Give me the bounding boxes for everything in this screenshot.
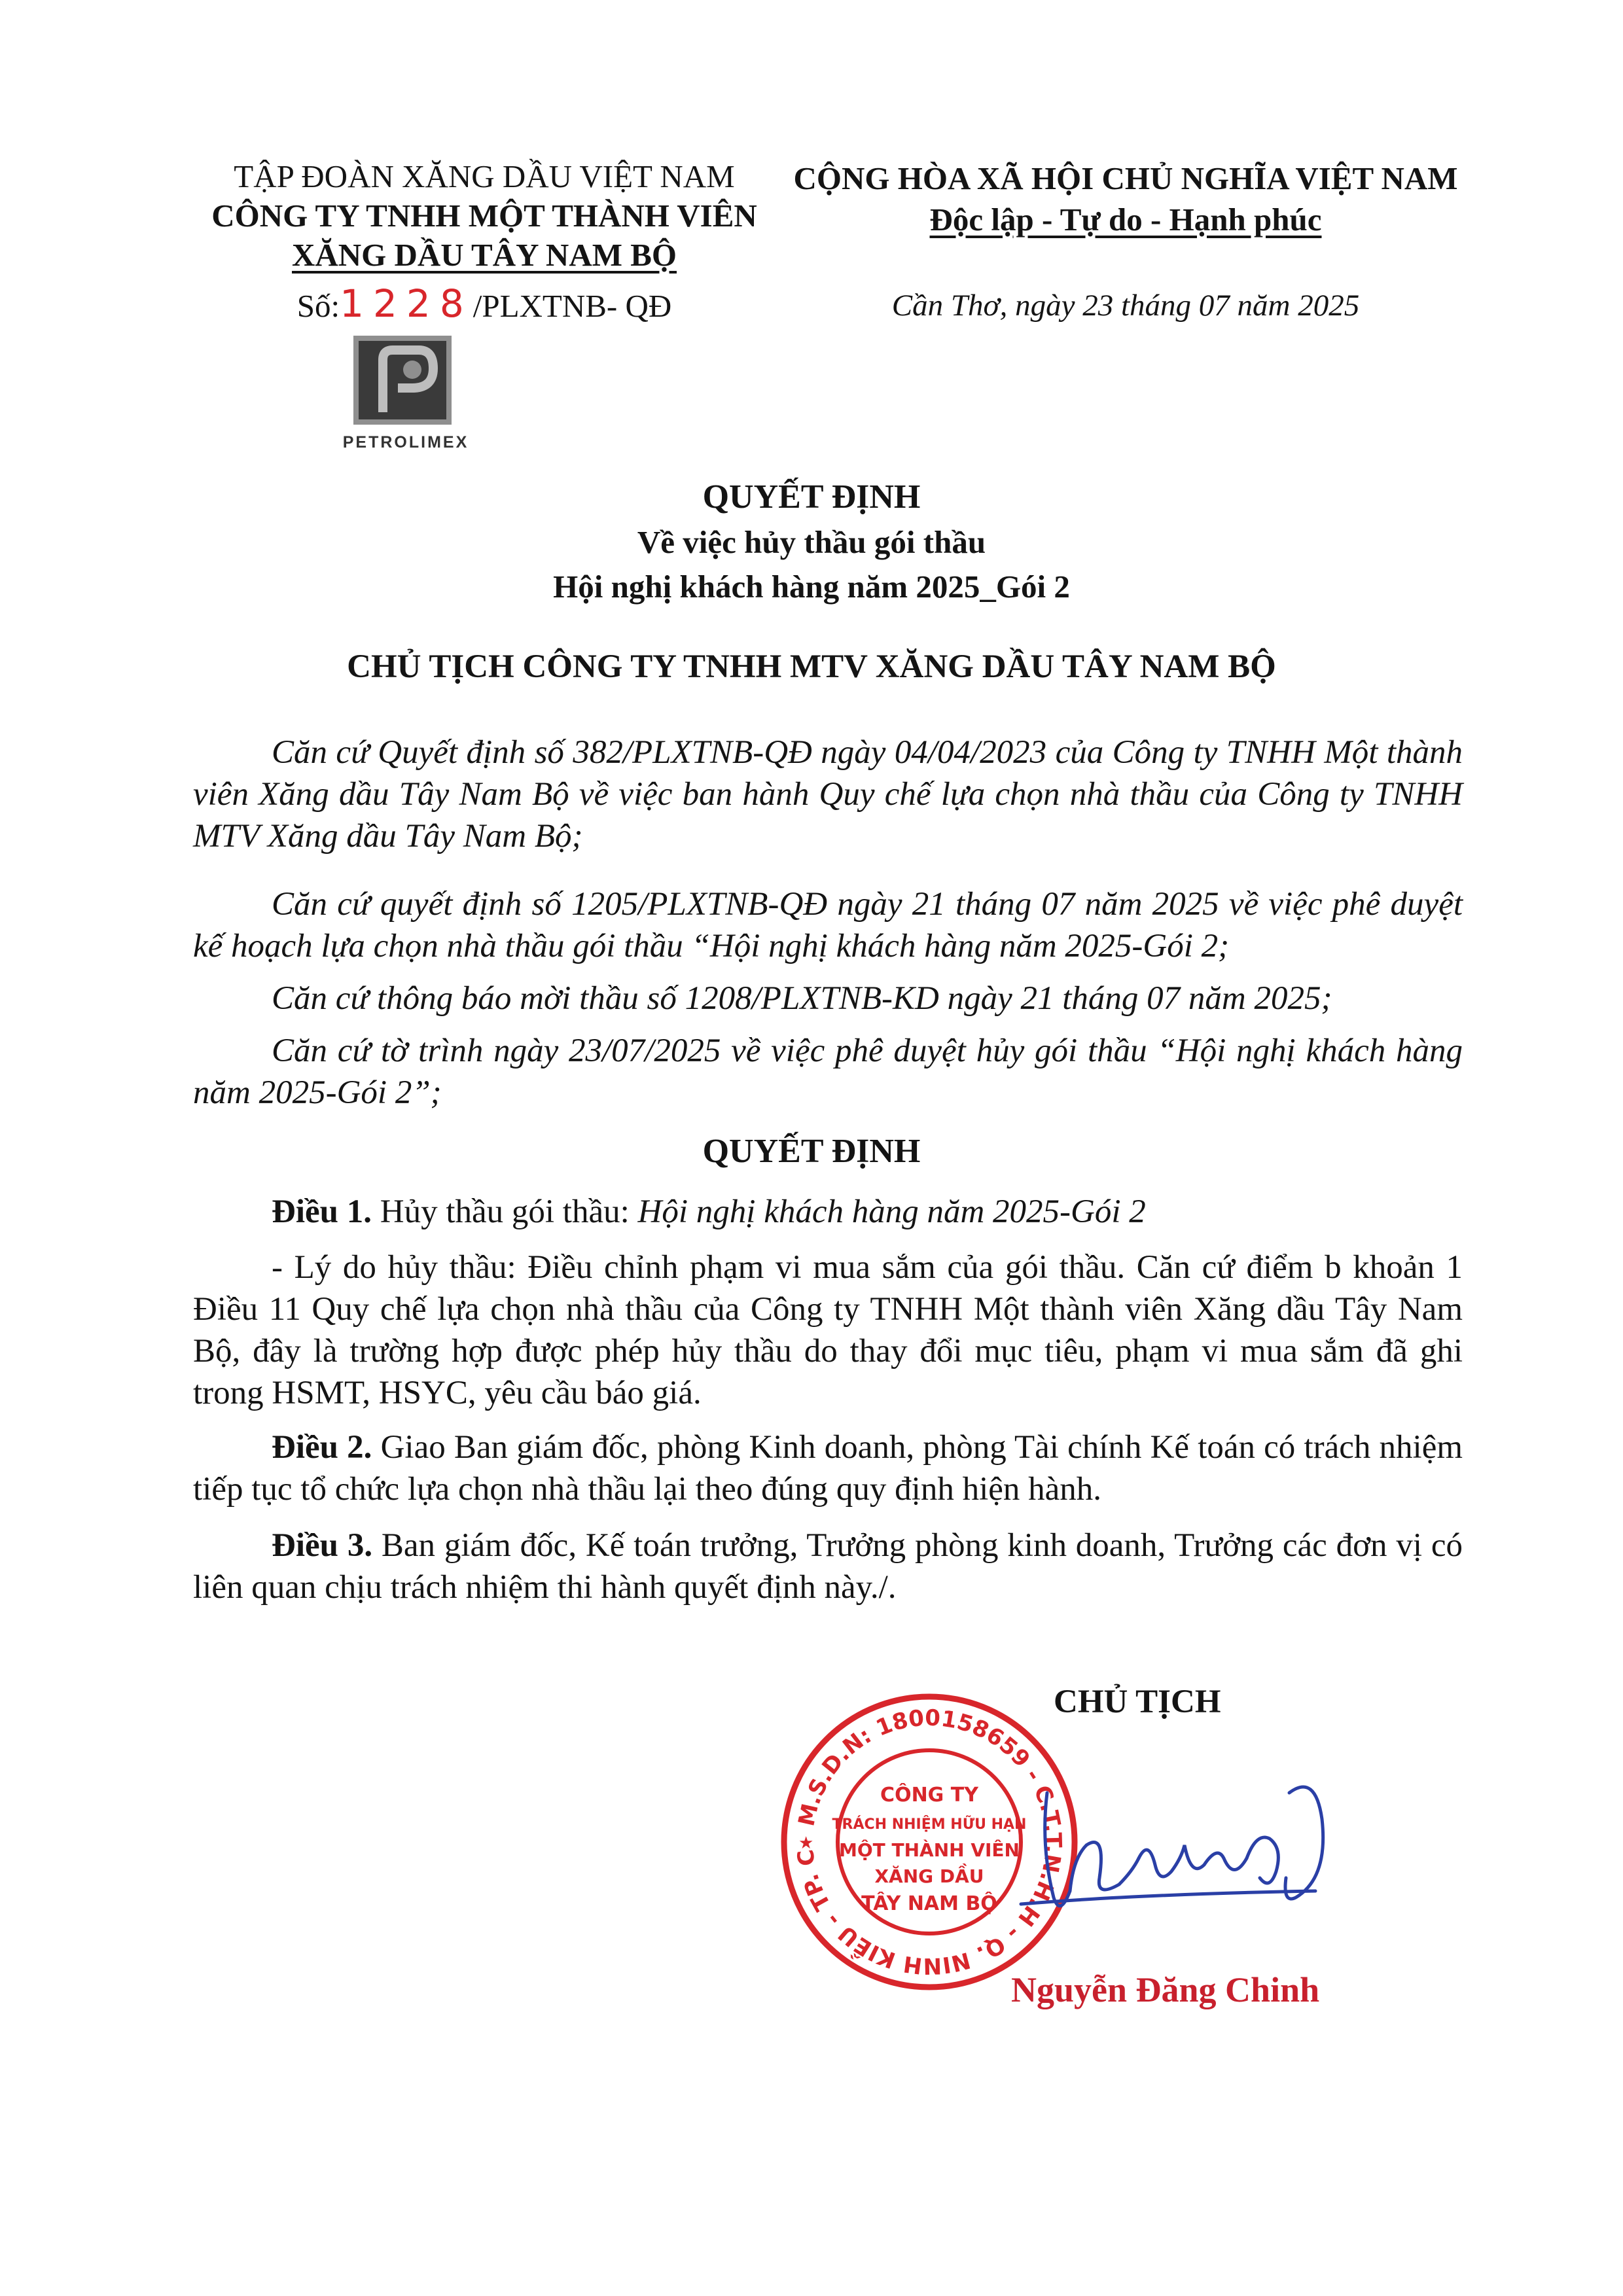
signer-name: Nguyễn Đăng Chinh [1011, 1970, 1320, 2009]
logo-text: PETROLIMEX [342, 433, 469, 451]
motto: Độc lập - Tự do - Hạnh phúc [929, 202, 1322, 238]
parent-org: TẬP ĐOÀN XĂNG DẦU VIỆT NAM [234, 158, 735, 194]
decision-heading: QUYẾT ĐỊNH [702, 1133, 921, 1170]
header-left [137, 157, 831, 326]
doc-number: Số:1228/PLXTNB- QĐ [296, 281, 672, 326]
article-1-label: Điều 1. [272, 1193, 372, 1230]
svg-text:XĂNG DẦU: XĂNG DẦU [874, 1865, 984, 1887]
authority-heading: CHỦ TỊCH CÔNG TY TNHH MTV XĂNG DẦU TÂY NAM BỘ [347, 648, 1276, 685]
svg-text:TRÁCH NHIỆM HỮU HẠN: TRÁCH NHIỆM HỮU HẠN [832, 1816, 1027, 1833]
svg-text:★: ★ [798, 1833, 814, 1852]
article-1-reason: - Lý do hủy thầu: Điều chỉnh phạm vi mua sắm của gói thầu. Căn cứ điểm b khoản 1 Điều 11 Quy chế lựa chọn nhà thầu của Công ty TNHH Một thành viên Xăng dầu Tây Nam Bộ, đây là trường hợp được phép hủy thầu do thay đổi mục tiêu, phạm vi mua sắm đã ghi trong HSMT, HSYC, yêu cầu báo giá. [193, 1249, 1463, 1411]
basis-2: Căn cứ quyết định số 1205/PLXTNB-QĐ ngày 21 tháng 07 năm 2025 về việc phê duyệt kế hoạch lựa chọn nhà thầu gói thầu “Hội nghị khách hàng năm 2025-Gói 2; [193, 886, 1463, 964]
company-name-line1: CÔNG TY TNHH MỘT THÀNH VIÊN [211, 198, 757, 234]
article-1: Điều 1. Hủy thầu gói thầu: Hội nghị khách hàng năm 2025-Gói 2 [272, 1193, 1146, 1230]
subject-line1: Về việc hủy thầu gói thầu [637, 524, 986, 560]
signer-position: CHỦ TỊCH [1054, 1684, 1221, 1720]
svg-text:CÔNG TY: CÔNG TY [880, 1784, 978, 1807]
svg-text:M.S.D.N: 1800158659 - C.T.T.N.: M.S.D.N: 1800158659 - C.T.T.N.H.H - Q. NINH KIỀU - TP. C [793, 1704, 1067, 1979]
svg-text:TÂY NAM BỘ: TÂY NAM BỘ [861, 1892, 997, 1915]
petrolimex-logo-icon [321, 330, 491, 429]
basis-4: Căn cứ tờ trình ngày 23/07/2025 về việc phê duyệt hủy gói thầu “Hội nghị khách hàng năm 2025-Gói 2”; [193, 1033, 1463, 1111]
article-1-package: Hội nghị khách hàng năm 2025-Gói 2 [637, 1193, 1146, 1230]
basis-1: Căn cứ Quyết định số 382/PLXTNB-QĐ ngày 04/04/2023 của Công ty TNHH Một thành viên Xăng dầu Tây Nam Bộ về việc ban hành Quy chế lựa chọn nhà thầu của Công ty TNHH MTV Xăng dầu Tây Nam Bộ; [193, 734, 1463, 855]
company-name-line2: XĂNG DẦU TÂY NAM BỘ [292, 237, 677, 273]
subject-line2: Hội nghị khách hàng năm 2025_Gói 2 [553, 569, 1070, 605]
nation-title: CỘNG HÒA XÃ HỘI CHỦ NGHĨA VIỆT NAM [793, 160, 1458, 196]
basis-3: Căn cứ thông báo mời thầu số 1208/PLXTNB-KD ngày 21 tháng 07 năm 2025; [272, 980, 1332, 1017]
article-3-label: Điều 3. [272, 1527, 373, 1564]
article-2: Điều 2. Giao Ban giám đốc, phòng Kinh doanh, phòng Tài chính Kế toán có trách nhiệm tiếp tục tổ chức lựa chọn nhà thầu lại theo đúng quy định hiện hành. [193, 1429, 1463, 1508]
decision-title: QUYẾT ĐỊNH [702, 478, 921, 516]
petrolimex-logo [321, 330, 491, 455]
svg-text:MỘT THÀNH VIÊN: MỘT THÀNH VIÊN [839, 1839, 1020, 1861]
article-3: Điều 3. Ban giám đốc, Kế toán trưởng, Trưởng phòng kinh doanh, Trưởng các đơn vị có liên quan chịu trách nhiệm thi hành quyết định này./. [193, 1527, 1463, 1606]
doc-number-handwritten: 1228 [340, 281, 473, 326]
signature-icon [1008, 1767, 1348, 1937]
place-date: Cần Thơ, ngày 23 tháng 07 năm 2025 [891, 289, 1360, 323]
article-2-label: Điều 2. [272, 1429, 372, 1466]
handwritten-signature [1008, 1767, 1348, 1937]
